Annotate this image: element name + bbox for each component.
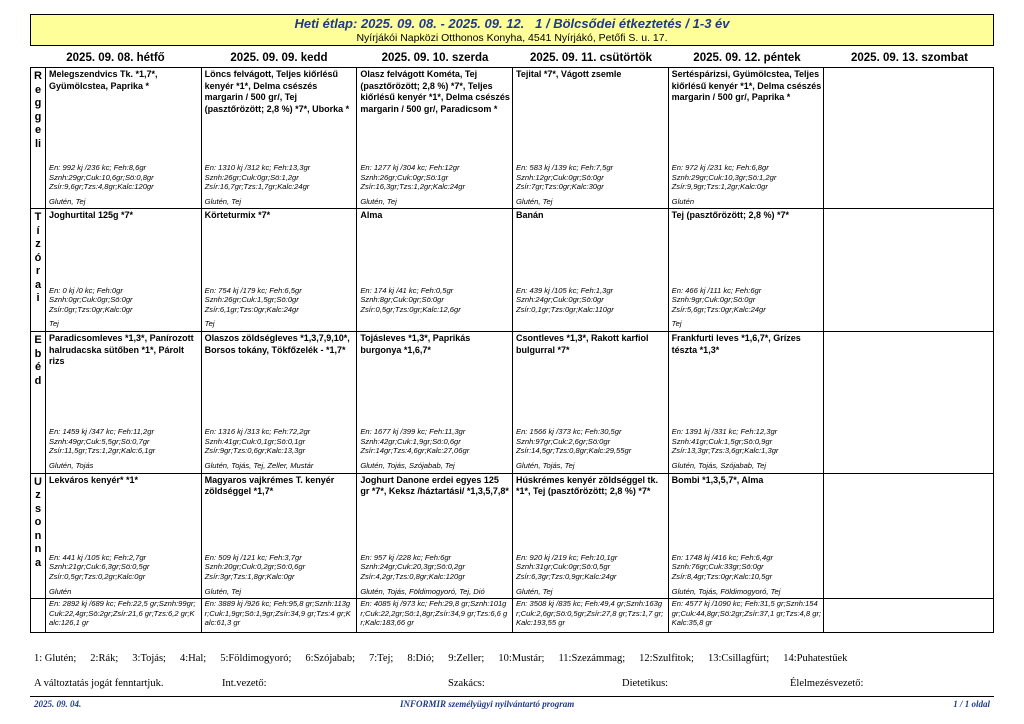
menu-cell xyxy=(513,474,669,600)
page-footer xyxy=(30,696,994,711)
allergens: Glutén, Tojás, Földimogyoró, Tej, Dió xyxy=(360,586,485,596)
nutrition-line: Zsír:0gr;Tzs:0gr;Kalc:0gr xyxy=(49,304,133,314)
meal-items: Tejital *7*, Vágott zsemle xyxy=(516,69,622,79)
meal-label-letter: T xyxy=(34,211,42,224)
meal-items: Magyaros vajkrémes T. kenyér zöldséggel *1,7* xyxy=(204,474,335,497)
nutrition-info xyxy=(516,427,666,456)
meal-items: Olaszos zöldségleves *1,3,7,9,10*, Borsos tokány, Tökfőzelék - *1,7* xyxy=(204,333,350,355)
menu-title: Heti étlap: 2025. 09. 08. - 2025. 09. 12. 1 / Bölcsődei étkeztetés / 1-3 év xyxy=(294,16,730,31)
nutrition-info xyxy=(360,286,510,315)
nutrition-line: Zsír:9,9gr;Tzs:1,2gr;Kalc:0gr xyxy=(671,182,768,192)
nutrition-line: Sznh:26gr;Cuk:0gr;Sö:1,2gr xyxy=(204,172,299,182)
allergens: Glutén xyxy=(671,196,695,206)
nutrition-line: En: 439 kj /105 kc; Feh:1,3gr xyxy=(516,285,614,295)
nutrition-line: En: 174 kj /41 kc; Feh:0,5gr xyxy=(360,285,454,295)
allergen-legend-item: 12:Szulfitok; xyxy=(639,653,694,664)
day-header: 2025. 09. 13. szombat xyxy=(851,52,968,64)
kitchen-address: Nyírjákói Napközi Otthonos Konyha, 4541 Nyírjákó, Petőfi S. u. 17. xyxy=(356,32,668,44)
allergens: Glutén, Tej xyxy=(204,586,242,596)
meal-label-letter: b xyxy=(34,347,42,360)
allergens: Tej xyxy=(49,319,59,329)
nutrition-line: En: 1316 kj /313 kc; Feh:72,2gr xyxy=(204,427,311,437)
nutrition-line: Zsír:0,5gr;Tzs:0,2gr;Kalc:0gr xyxy=(49,571,146,581)
allergen-legend-item: 11:Szezámmag; xyxy=(558,653,626,664)
nutrition-line: Sznh:20gr;Cuk:0,2gr;Sö:0,6gr xyxy=(204,562,306,572)
nutrition-line: Zsír:0,1gr;Tzs:0gr;Kalc:110gr xyxy=(516,304,614,314)
nutrition-line: Sznh:41gr;Cuk:1,5gr;Sö:0,9gr xyxy=(671,436,773,446)
cook-signature-label: Szakács: xyxy=(448,678,485,689)
nutrition-line: Zsír:13,3gr;Tzs:3,6gr;Kalc:1,3gr xyxy=(671,446,779,456)
allergens: Glutén xyxy=(49,586,72,596)
totals-label xyxy=(31,599,46,632)
daily-total: En: 2892 kj /689 kc; Feh:22,5 gr;Sznh:99gr;Cuk:22,4gr;Sö:2gr;Zsír:21,6 gr;Tzs:6,2 gr;Kalc:126,1 gr xyxy=(46,599,202,632)
day-header: 2025. 09. 10. szerda xyxy=(381,52,489,64)
nutrition-line: En: 992 kj /236 kc; Feh:8,6gr xyxy=(49,163,147,173)
allergen-legend-item: 9:Zeller; xyxy=(448,653,485,664)
allergen-legend-item: 7:Tej; xyxy=(369,653,394,664)
nutrition-info xyxy=(672,553,822,582)
nutrition-info xyxy=(516,163,666,192)
meal-items xyxy=(827,333,991,470)
meal-label-letter: a xyxy=(34,556,42,569)
meal-label xyxy=(31,474,46,600)
nutrition-line: En: 972 kj /231 kc; Feh:6,8gr xyxy=(671,163,769,173)
allergens: Glutén, Tojás, Tej xyxy=(516,460,575,470)
nutrition-info xyxy=(49,286,199,315)
nutrition-line: Sznh:49gr;Cuk:5,5gr;Sö:0,7gr xyxy=(49,436,150,446)
menu-cell xyxy=(46,209,202,332)
nutrition-line: Zsír:7gr;Tzs:0gr;Kalc:30gr xyxy=(516,182,604,192)
menu-cell xyxy=(824,474,993,600)
allergens: Glutén, Tojás, Szójabab, Tej xyxy=(360,460,455,470)
nutrition-line: Zsír:4,2gr;Tzs:0,8gr;Kalc:120gr xyxy=(360,571,465,581)
allergens: Glutén, Tojás, Földimogyoró, Tej xyxy=(671,586,781,596)
nutrition-line: Sznh:31gr;Cuk:0gr;Sö:0,5gr xyxy=(516,562,611,572)
daily-total: En: 4577 kj /1090 kc; Feh:31,5 gr;Sznh:154gr;Cuk:44,8gr;Sö:2gr;Zsír:37,1 gr;Tzs:4,8 gr;Kalc:35,8 gr xyxy=(669,599,825,632)
nutrition-info xyxy=(516,553,666,582)
allergens: Glutén, Tej xyxy=(49,196,86,206)
allergen-legend-item: 13:Csillagfürt; xyxy=(707,653,770,664)
nutrition-line: Sznh:29gr;Cuk:10,6gr;Sö:0,8gr xyxy=(49,172,154,182)
menu-cell xyxy=(513,68,669,209)
allergen-legend-item: 3:Tojás; xyxy=(132,653,166,664)
meal-label-letter: n xyxy=(34,543,42,556)
nutrition-line: Zsír:9gr;Tzs:0,6gr;Kalc:13,3gr xyxy=(204,446,306,456)
nutrition-line: Zsír:0,5gr;Tzs:0gr;Kalc:12,6gr xyxy=(360,304,461,314)
meal-label-letter: i xyxy=(36,292,40,305)
meal-items: Sertéspárizsi, Gyümölcstea, Teljes kiőrlésű kenyér *1*, Delma csészés margarin / 500 gr/, Paprika * xyxy=(671,69,822,102)
meal-label-letter: e xyxy=(34,124,42,136)
nutrition-line: Sznh:41gr;Cuk:0,1gr;Sö:0,1gr xyxy=(204,436,306,446)
nutrition-line: Sznh:12gr;Cuk:0gr;Sö:0gr xyxy=(516,172,604,182)
meal-items: Banán xyxy=(516,210,544,221)
program-name: INFORMIR személyügyi nyilvántartó program xyxy=(400,699,575,709)
meal-items: Csontleves *1,3*, Rakott karfiol bulgurral *7* xyxy=(516,333,649,355)
menu-cell xyxy=(202,68,358,209)
nutrition-line: Sznh:24gr;Cuk:0gr;Sö:0gr xyxy=(516,295,604,305)
nutrition-line: En: 509 kj /121 kc; Feh:3,7gr xyxy=(204,552,302,562)
nutrition-line: En: 583 kj /139 kc; Feh:7,5gr xyxy=(516,163,614,173)
day-header: 2025. 09. 12. péntek xyxy=(693,52,801,64)
day-header: 2025. 09. 08. hétfő xyxy=(66,52,165,64)
dietitian-signature-label: Dietetikus: xyxy=(622,678,669,689)
nutrition-info xyxy=(205,553,355,582)
meal-label-letter: í xyxy=(36,224,40,237)
menu-cell xyxy=(46,474,202,600)
menu-cell xyxy=(824,209,993,332)
meal-items xyxy=(827,475,991,597)
meal-items: Joghurtital 125g *7* xyxy=(49,210,134,221)
meal-label-letter: ó xyxy=(34,251,42,264)
allergen-legend-item: 1: Glutén; xyxy=(34,653,77,664)
meal-label xyxy=(31,332,46,473)
meal-items: Alma xyxy=(360,210,383,221)
signature-row xyxy=(34,678,994,692)
menu-cell xyxy=(824,332,993,473)
nutrition-line: Sznh:21gr;Cuk:6,3gr;Sö:0,5gr xyxy=(49,562,150,572)
menu-cell xyxy=(202,209,358,332)
meal-items: Frankfurti leves *1,6,7*, Grízes tészta *1,3* xyxy=(671,333,801,355)
allergens: Tej xyxy=(204,319,215,329)
print-date: 2025. 09. 04. xyxy=(34,699,82,709)
nutrition-line: En: 1310 kj /312 kc; Feh:13,3gr xyxy=(204,163,311,173)
menu-cell xyxy=(513,209,669,332)
day-header: 2025. 09. 09. kedd xyxy=(230,52,328,64)
menu-header xyxy=(30,14,994,46)
nutrition-line: Zsír:5,6gr;Tzs:0gr;Kalc:24gr xyxy=(671,304,766,314)
nutrition-line: Sznh:26gr;Cuk:1,5gr;Sö:0gr xyxy=(204,295,299,305)
menu-cell xyxy=(46,68,202,209)
allergens: Glutén, Tojás, Szójabab, Tej xyxy=(671,460,767,470)
menu-cell xyxy=(513,332,669,473)
nutrition-info xyxy=(672,163,822,192)
nutrition-line: Zsír:6,3gr;Tzs:0,9gr;Kalc:24gr xyxy=(516,571,617,581)
meal-label-letter: d xyxy=(34,374,42,387)
nutrition-line: En: 920 kj /219 kc; Feh:10,1gr xyxy=(516,552,618,562)
nutrition-info xyxy=(672,286,822,315)
meal-items: Tojásleves *1,3*, Paprikás burgonya *1,6,7* xyxy=(360,333,471,355)
menu-grid xyxy=(30,67,994,633)
menu-cell xyxy=(669,332,825,473)
daily-total: En: 3889 kj /926 kc; Feh:95,8 gr;Sznh:113gr;Cuk:1,9gr;Sö:1,9gr;Zsír:34,9 gr;Tzs:4 gr;Kalc:61,3 gr xyxy=(202,599,358,632)
meal-items: Olasz felvágott Kométa, Tej (pasztőrözött; 2,8 %) *7*, Teljes kiőrlésű kenyér *1*, Delma csészés margarin / 500 gr/, Paradicsom * xyxy=(360,69,510,114)
allergens: Glutén, Tej xyxy=(360,196,397,206)
meal-label-letter: o xyxy=(34,516,42,529)
daily-total: En: 3508 kj /835 kc; Feh:49,4 gr;Sznh:163gr;Cuk:2,6gr;Sö:0,5gr;Zsír:27,8 gr;Tzs:1,7 gr;Kalc:193,55 gr xyxy=(513,599,669,632)
menu-cell xyxy=(357,209,513,332)
rights-note: A változtatás jogát fenntartjuk. xyxy=(34,678,164,689)
meal-label-letter: g xyxy=(34,110,42,123)
meal-label-letter: a xyxy=(34,278,42,291)
nutrition-line: Sznh:97gr;Cuk:2,6gr;Sö:0gr xyxy=(516,436,611,446)
allergen-legend-item: 4:Hal; xyxy=(179,653,207,664)
meal-items: Paradicsomleves *1,3*, Panírozott halrudacska sütőben *1*, Párolt rizs xyxy=(49,333,194,367)
allergen-legend-item: 2:Rák; xyxy=(90,653,119,664)
meal-label-letter: g xyxy=(34,97,42,109)
meal-label-letter: li xyxy=(34,137,42,150)
nutrition-line: Zsír:14gr;Tzs:4,6gr;Kalc:27,06gr xyxy=(360,446,470,456)
nutrition-line: Zsír:16,7gr;Tzs:1,7gr;Kalc:24gr xyxy=(204,182,310,192)
nutrition-info xyxy=(49,163,199,192)
nutrition-line: En: 1391 kj /331 kc; Feh:12,3gr xyxy=(671,427,778,437)
menu-cell xyxy=(202,332,358,473)
nutrition-info xyxy=(205,427,355,456)
meal-label-letter: R xyxy=(34,70,42,82)
meal-items: Löncs felvágott, Teljes kiőrlésű kenyér *1*, Delma csészés margarin / 500 gr/, Tej (pasztőrözött; 2,8 %) *7*, Uborka * xyxy=(204,69,350,114)
meal-label-letter: n xyxy=(34,529,42,542)
menu-cell xyxy=(357,332,513,473)
allergens xyxy=(360,319,510,329)
meal-items: Lekváros kenyér* *1* xyxy=(49,474,139,485)
nutrition-info xyxy=(205,163,355,192)
allergens: Glutén, Tojás xyxy=(49,460,94,470)
meal-items xyxy=(827,210,991,329)
nutrition-info xyxy=(360,427,510,456)
page-number: 1 / 1 oldal xyxy=(953,699,990,709)
nutrition-line: En: 1748 kj /416 kc; Feh:6,4gr xyxy=(671,552,773,562)
nutrition-line: En: 1277 kj /304 kc; Feh:12gr xyxy=(360,163,460,173)
nutrition-line: Zsír:16,3gr;Tzs:1,2gr;Kalc:24gr xyxy=(360,182,465,192)
nutrition-line: Sznh:24gr;Cuk:20,3gr;Sö:0,2gr xyxy=(360,562,466,572)
menu-cell xyxy=(202,474,358,600)
nutrition-line: En: 441 kj /105 kc; Feh:2,7gr xyxy=(49,552,147,562)
nutrition-line: En: 1677 kj /399 kc; Feh:11,3gr xyxy=(360,427,466,437)
meal-label-letter: r xyxy=(35,265,41,278)
meal-label-letter: e xyxy=(34,83,42,96)
allergen-legend-item: 14:Puhatestűek xyxy=(783,653,848,664)
meal-items: Húskrémes kenyér zöldséggel tk. *1*, Tej (pasztőrözött; 2,8 %) *7* xyxy=(516,474,659,497)
allergens: Tej xyxy=(671,319,682,329)
allergens: Glutén, Tej xyxy=(516,196,553,206)
nutrition-line: En: 466 kj /111 kc; Feh:6gr xyxy=(671,285,762,295)
allergens xyxy=(516,319,666,329)
menu-cell xyxy=(669,209,825,332)
menu-cell xyxy=(46,332,202,473)
nutrition-line: Zsír:14,5gr;Tzs:0,8gr;Kalc:29,55gr xyxy=(516,446,632,456)
nutrition-line: En: 1459 kj /347 kc; Feh:11,2gr xyxy=(49,427,154,437)
nutrition-info xyxy=(360,163,510,192)
meal-label-letter: s xyxy=(34,502,42,515)
menu-cell xyxy=(669,68,825,209)
nutrition-line: Zsír:11,5gr;Tzs:1,2gr;Kalc:6,1gr xyxy=(49,446,156,456)
allergens: Glutén, Tojás, Tej, Zeller, Mustár xyxy=(204,460,314,470)
nutrition-info xyxy=(205,286,355,315)
meal-label-letter: é xyxy=(34,361,42,374)
meal-label-letter: E xyxy=(34,334,42,347)
nutrition-line: Zsír:8,4gr;Tzs:0gr;Kalc:10,5gr xyxy=(671,571,773,581)
meal-label-letter: z xyxy=(35,238,41,251)
allergen-legend-item: 10:Mustár; xyxy=(498,653,545,664)
meal-label xyxy=(31,68,46,209)
nutrition-line: Sznh:42gr;Cuk:1,9gr;Sö:0,6gr xyxy=(360,436,461,446)
allergen-legend-item: 6:Szójabab; xyxy=(305,653,355,664)
meal-items: Tej (pasztőrözött; 2,8 %) *7* xyxy=(671,210,790,221)
menu-cell xyxy=(357,68,513,209)
nutrition-line: En: 754 kj /179 kc; Feh:6,5gr xyxy=(204,285,302,295)
meal-items: Joghurt Danone erdei egyes 125 gr *7*, Keksz /háztartási/ *1,3,5,7,8* xyxy=(360,474,509,497)
daily-total xyxy=(824,599,993,632)
nutrition-line: En: 1566 kj /373 kc; Feh:30,5gr xyxy=(516,427,622,437)
nutrition-line: Sznh:29gr;Cuk:10,3gr;Sö:1,2gr xyxy=(671,172,777,182)
day-header: 2025. 09. 11. csütörtök xyxy=(529,52,653,64)
allergen-legend-item: 8:Dió; xyxy=(407,653,435,664)
nutrition-line: Sznh:76gr;Cuk:33gr;Sö:0gr xyxy=(671,562,764,572)
meal-items: Bombi *1,3,5,7*, Alma xyxy=(671,474,764,485)
nutrition-line: Zsír:9,6gr;Tzs:4,8gr;Kalc:120gr xyxy=(49,182,154,192)
nutrition-info xyxy=(49,427,199,456)
manager-signature-label: Int.vezető: xyxy=(222,678,267,689)
menu-cell xyxy=(669,474,825,600)
meal-items xyxy=(827,69,991,206)
day-header-row xyxy=(30,51,994,66)
allergen-legend xyxy=(34,653,861,664)
nutrition-info xyxy=(516,286,666,315)
nutrition-line: Sznh:26gr;Cuk:0gr;Sö:1gr xyxy=(360,172,449,182)
nutrition-info xyxy=(49,553,199,582)
nutrition-line: Zsír:3gr;Tzs:1,8gr;Kalc:0gr xyxy=(204,571,295,581)
nutrition-line: Sznh:8gr;Cuk:0gr;Sö:0gr xyxy=(360,295,444,305)
meal-label-letter: U xyxy=(34,475,42,488)
daily-total: En: 4085 kj /973 kc; Feh:29,8 gr;Sznh:101gr;Cuk:22,2gr;Sö:1,8gr;Zsír:34,9 gr;Tzs:6,6 gr;Kalc:183,66 gr xyxy=(357,599,513,632)
nutrition-line: En: 957 kj /228 kc; Feh:6gr xyxy=(360,552,452,562)
meal-label xyxy=(31,209,46,332)
nutrition-line: Sznh:0gr;Cuk:0gr;Sö:0gr xyxy=(49,295,133,305)
meal-items: Melegszendvics Tk. *1,7*, Gyümölcstea, Paprika * xyxy=(49,69,158,91)
allergen-legend-item: 5:Földimogyoró; xyxy=(220,653,292,664)
meal-items: Körteturmix *7* xyxy=(204,210,271,221)
meal-label-letter: z xyxy=(35,489,41,502)
nutrition-line: Zsír:6,1gr;Tzs:0gr;Kalc:24gr xyxy=(204,304,299,314)
catering-signature-label: Élelmezésvezető: xyxy=(790,678,864,689)
menu-cell xyxy=(357,474,513,600)
menu-cell xyxy=(824,68,993,209)
allergens: Glutén, Tej xyxy=(204,196,242,206)
nutrition-info xyxy=(360,553,510,582)
nutrition-line: Sznh:9gr;Cuk:0gr;Sö:0gr xyxy=(671,295,756,305)
allergens: Glutén, Tej xyxy=(516,586,553,596)
nutrition-line: En: 0 kj /0 kc; Feh:0gr xyxy=(49,285,123,295)
nutrition-info xyxy=(672,427,822,456)
